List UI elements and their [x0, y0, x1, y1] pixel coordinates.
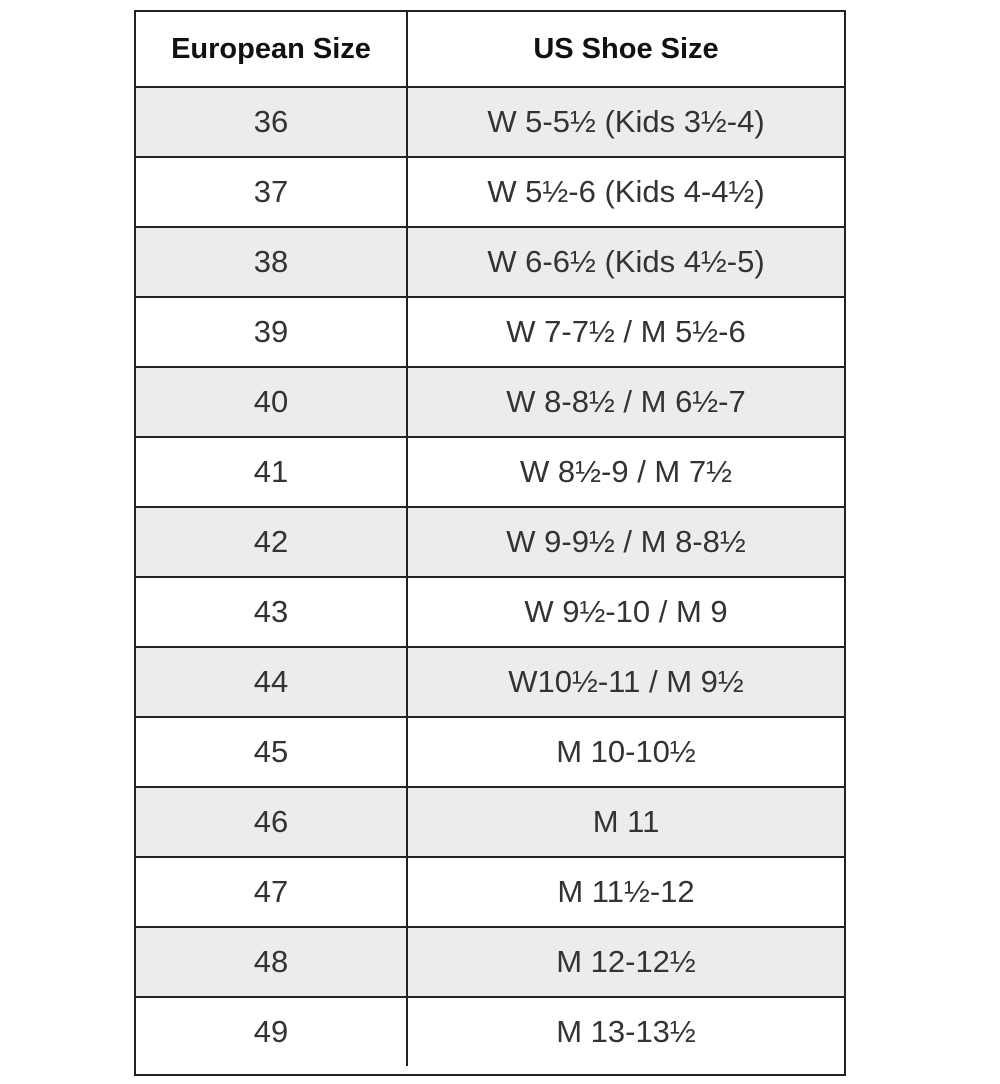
- european-size-cell: 41: [136, 438, 408, 506]
- header-european-size: European Size: [136, 12, 408, 86]
- table-row: [136, 296, 844, 366]
- table-row: [136, 156, 844, 226]
- us-size-cell: W10½-11 / M 9½: [508, 664, 744, 699]
- us-size-cell: M 12-12½: [556, 944, 696, 979]
- header-us-shoe-size: US Shoe Size: [533, 32, 719, 65]
- us-size-cell: M 11: [592, 804, 660, 839]
- table-row: [136, 856, 844, 926]
- us-size-cell: W 9½-10 / M 9: [524, 594, 728, 629]
- table-row: [136, 366, 844, 436]
- us-size-cell: M 10-10½: [556, 734, 696, 769]
- european-size-cell: 47: [136, 858, 408, 926]
- table-row: [136, 646, 844, 716]
- european-size-cell: 48: [136, 928, 408, 996]
- table-row: [136, 786, 844, 856]
- table-header-row: [136, 12, 844, 86]
- us-size-cell: M 13-13½: [556, 1014, 696, 1049]
- us-size-cell: W 5½-6 (Kids 4-4½): [487, 174, 765, 209]
- european-size-cell: 45: [136, 718, 408, 786]
- us-size-cell: W 8-8½ / M 6½-7: [506, 384, 746, 419]
- table-row: [136, 226, 844, 296]
- us-size-cell: W 9-9½ / M 8-8½: [506, 524, 746, 559]
- european-size-cell: 42: [136, 508, 408, 576]
- european-size-cell: 49: [136, 998, 408, 1066]
- european-size-cell: 39: [136, 298, 408, 366]
- table-row: [136, 506, 844, 576]
- table-row: [136, 996, 844, 1066]
- european-size-cell: 44: [136, 648, 408, 716]
- european-size-cell: 46: [136, 788, 408, 856]
- european-size-cell: 40: [136, 368, 408, 436]
- table-row: [136, 576, 844, 646]
- european-size-cell: 43: [136, 578, 408, 646]
- us-size-cell: M 11½-12: [557, 874, 695, 909]
- table-row: [136, 716, 844, 786]
- us-size-cell: W 5-5½ (Kids 3½-4): [487, 104, 765, 139]
- us-size-cell: W 6-6½ (Kids 4½-5): [487, 244, 765, 279]
- european-size-cell: 36: [136, 88, 408, 156]
- european-size-cell: 38: [136, 228, 408, 296]
- table-row: [136, 86, 844, 156]
- european-size-cell: 37: [136, 158, 408, 226]
- shoe-size-table: [134, 10, 846, 1076]
- us-size-cell: W 8½-9 / M 7½: [520, 454, 732, 489]
- us-size-cell: W 7-7½ / M 5½-6: [506, 314, 746, 349]
- table-row: [136, 436, 844, 506]
- table-row: [136, 926, 844, 996]
